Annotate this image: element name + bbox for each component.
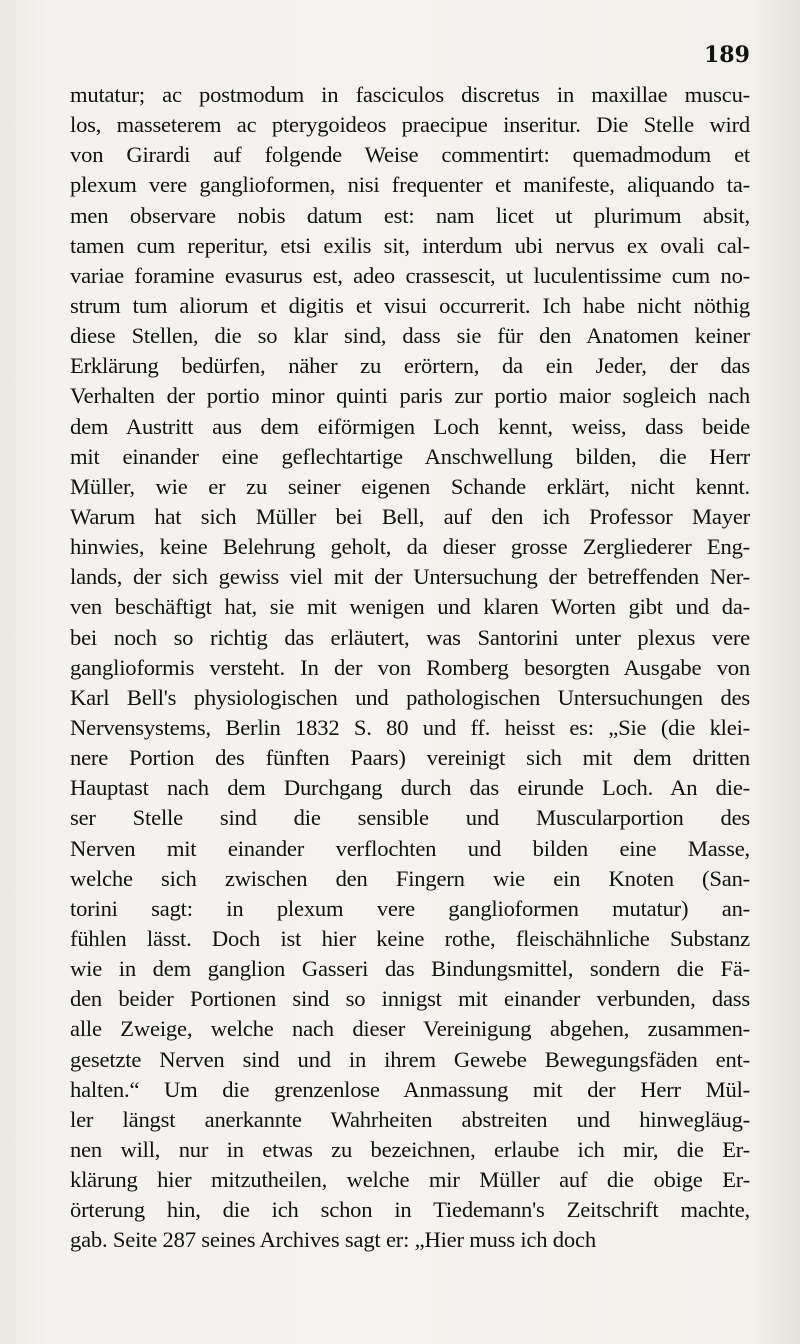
text-line: mutatur; ac postmodum in fasciculos discretus in maxillae muscu- (70, 82, 750, 107)
text-line: ser Stelle sind die sensible und Muscularportion des (70, 805, 750, 831)
body-text (70, 80, 750, 1255)
text-line: torini sagt: in plexum vere ganglioformen mutatur) an- (70, 895, 750, 921)
text-line: diese Stellen, die so klar sind, dass sie für den Anatomen keiner (70, 323, 750, 349)
text-line: plexum vere ganglioformen, nisi frequenter et manifeste, aliquando ta- (70, 172, 750, 198)
text-line: fühlen lässt. Doch ist hier keine rothe, fleischähnliche Substanz (70, 925, 750, 951)
text-line: klärung hier mitzutheilen, welche mir Müller auf die obige Er- (70, 1167, 750, 1193)
text-line: welche sich zwischen den Fingern wie ein Knoten (San- (70, 865, 750, 891)
text-line: Erklärung bedürfen, näher zu erörtern, da ein Jeder, der das (70, 353, 750, 379)
text-line: lands, der sich gewiss viel mit der Untersuchung der betreffenden Ner- (70, 564, 750, 590)
text-line: Hauptast nach dem Durchgang durch das eirunde Loch. An die- (70, 775, 750, 801)
text-line: dem Austritt aus dem eiförmigen Loch kennt, weiss, dass beide (70, 413, 750, 439)
text-line: den beider Portionen sind so innigst mit einander verbunden, dass (70, 986, 750, 1012)
text-line: Warum hat sich Müller bei Bell, auf den ich Professor Mayer (70, 503, 750, 529)
text-line: örterung hin, die ich schon in Tiedemann's Zeitschrift machte, (70, 1197, 750, 1223)
text-line: strum tum aliorum et digitis et visui occurrerit. Ich habe nicht nöthig (70, 292, 750, 318)
text-line: Karl Bell's physiologischen und pathologischen Untersuchungen des (70, 684, 750, 710)
text-line: tamen cum reperitur, etsi exilis sit, interdum ubi nervus ex ovali cal- (70, 232, 750, 258)
text-line: von Girardi auf folgende Weise commentirt: quemadmodum et (70, 142, 750, 168)
text-line: ler längst anerkannte Wahrheiten abstreiten und hinwegläug- (70, 1106, 750, 1132)
text-line: nere Portion des fünften Paars) vereinigt sich mit dem dritten (70, 745, 750, 771)
text-line: ganglioformis versteht. In der von Romberg besorgten Ausgabe von (70, 654, 750, 680)
text-line: Müller, wie er zu seiner eigenen Schande erklärt, nicht kennt. (70, 473, 750, 499)
text-line: gab. Seite 287 seines Archives sagt er: „Hier muss ich doch (70, 1227, 596, 1253)
text-line: halten.“ Um die grenzenlose Anmassung mit der Herr Mül- (70, 1076, 750, 1102)
text-line: variae foramine evasurus est, adeo crassescit, ut luculentissime cum no- (70, 262, 750, 288)
text-line: Verhalten der portio minor quinti paris zur portio maior sogleich nach (70, 383, 750, 409)
text-line: mit einander eine geflechtartige Anschwellung bilden, die Herr (70, 443, 750, 469)
text-line: men observare nobis datum est: nam licet ut plurimum absit, (70, 202, 750, 228)
text-line: los, masseterem ac pterygoideos praecipue inseritur. Die Stelle wird (70, 112, 750, 138)
text-line: bei noch so richtig das erläutert, was Santorini unter plexus vere (70, 624, 750, 650)
text-line: ven beschäftigt hat, sie mit wenigen und klaren Worten gibt und da- (70, 594, 750, 620)
text-line: gesetzte Nerven sind und in ihrem Gewebe Bewegungsfäden ent- (70, 1046, 750, 1072)
text-line: Nervensystems, Berlin 1832 S. 80 und ff. heisst es: „Sie (die klei- (70, 714, 750, 740)
text-line: Nerven mit einander verflochten und bilden eine Masse, (70, 835, 750, 861)
text-line: nen will, nur in etwas zu bezeichnen, erlaube ich mir, die Er- (70, 1136, 750, 1162)
text-line: wie in dem ganglion Gasseri das Bindungsmittel, sondern die Fä- (70, 956, 750, 982)
page-number: 189 (704, 42, 750, 68)
text-line: alle Zweige, welche nach dieser Vereinigung abgehen, zusammen- (70, 1016, 750, 1042)
text-line: hinwies, keine Belehrung geholt, da dieser grosse Zergliederer Eng- (70, 534, 750, 560)
